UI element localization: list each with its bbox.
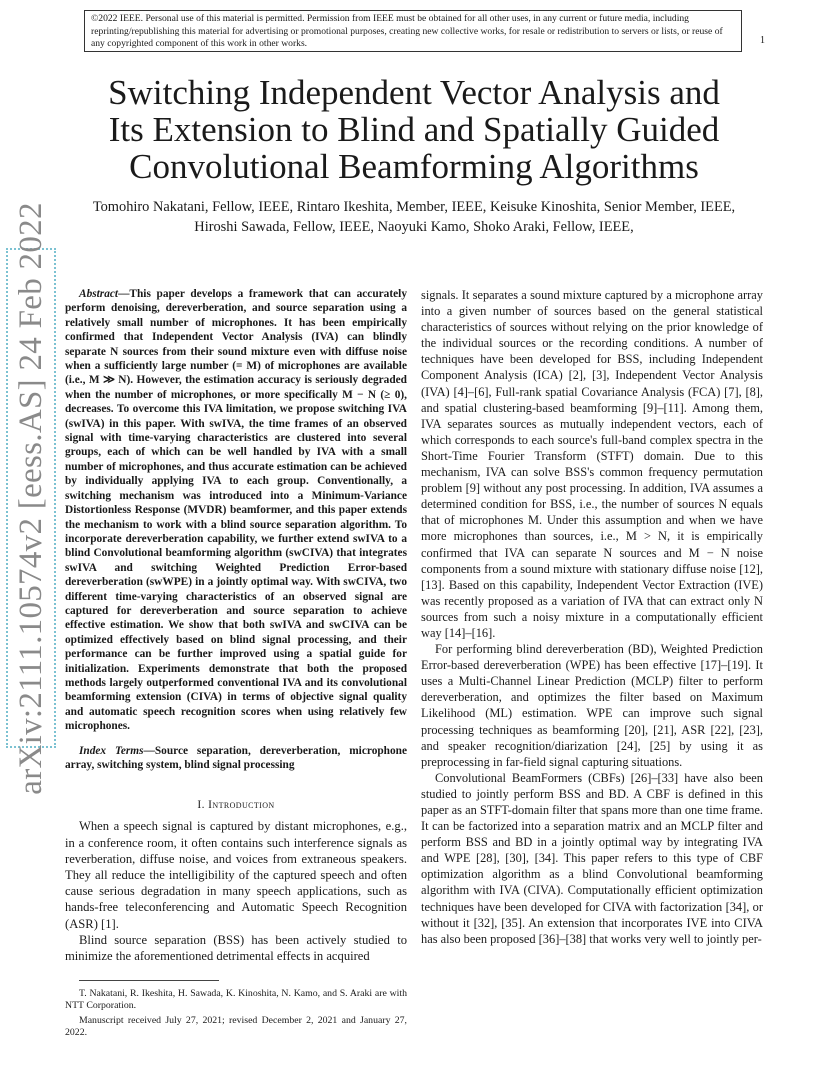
body-paragraph: signals. It separates a sound mixture captured by a microphone array into a given number of sources based on the general statistical characteristics of sources without relying on the prior knowledge of the individual sources or the recording conditions. A number of techniques have been developed for BSS, including Independent Component Analysis (ICA) [2], [3], Independent Vector Analysis (IVA) [4]–[6], Full-rank spatial Covariance Analysis (FCA) [7], [8], and spatial clustering-based beamforming [9]–[11]. Among them, IVA separates sources as mutually independent vectors, each of which corresponds to each source's full-band complex spectra in the Short-Time Fourier Transform (STFT) domain. Due to this mechanism, IVA can solve BSS's common frequency permutation problem [9] without any post processing. In addition, IVA assumes a determined condition for BSS, i.e., the number of sources N equals that of microphones M. Under this assumption and when we have more microphones than sources, i.e., M > N, it is empirically confirmed that IVA can separate N sources and M − N noise components from a sound mixture with stationary diffuse noise [12], [13]. Based on this capability, Independent Vector Extraction (IVE) was recently proposed as a variation of IVA that can extract only N sources from such a noisy mixture in a computationally efficient way [14]–[16].	[421, 288, 763, 640]
abstract-text: —This paper develops a framework that can accurately perform denoising, dereverberation, and source separation using a relatively small number of microphones. It has been empirically confirmed that Independent Vector Analysis (IVA) can blindly separate N sources from their sound mixture even with diffuse noise when a sufficiently large number (= M) of microphones are available (i.e., M ≫ N). However, the estimation accuracy is seriously degraded when the number of microphones, or more specifically M − N (≥ 0), decreases. To overcome this IVA limitation, we propose switching IVA (swIVA) in this paper. With swIVA, the time frames of an observed signal with time-varying characteristics are clustered into several groups, each of which can be well handled by IVA with a small number of microphones, and thus accurate estimation can be achieved by individually applying IVA to each group. Conventionally, a switching mechanism was introduced into a Minimum-Variance Distortionless Response (MVDR) beamformer, and this paper extends the mechanism to work with a blind source separation algorithm. To incorporate dereverberation capability, we further extend swIVA to a blind Convolutional beamforming algorithm (swCIVA) that integrates swIVA and switching Weighted Prediction Error-based dereverberation (swWPE) in a jointly optimal way. With swCIVA, two different time-varying characteristics of an observed signal are captured for dereverberation and source separation to achieve effective estimation. We show that both swIVA and swCIVA can be optimized effectively based on blind signal processing, and their performance can be further improved using a spatial guide for initialization. Experiments demonstrate that both the proposed methods largely outperformed conventional IVA and its convolutional beamforming extension (CIVA) in terms of objective signal quality and automatic speech recognition scores when using relatively few microphones.	[65, 288, 407, 733]
authors-line: Tomohiro Nakatani, Fellow, IEEE, Rintaro Ikeshita, Member, IEEE, Keisuke Kinoshita, Senior Member, IEEE,	[92, 199, 736, 215]
intro-paragraph: When a speech signal is captured by distant microphones, e.g., in a conference room, it often contains such interference signals as reverberation, diffuse noise, and voices from extraneous speakers. They all reduce the intelligibility of the captured speech and often cause serious degradation in many speech applications, such as hands-free teleconferencing and Automatic Speech Recognition (ASR) [1].	[65, 819, 407, 931]
title-line: Its Extension to Blind and Spatially Guided	[108, 110, 720, 149]
right-column	[421, 287, 763, 947]
body-paragraph: For performing blind dereverberation (BD), Weighted Prediction Error-based dereverberation (WPE) has been effective [17]–[19]. It uses a Multi-Channel Linear Prediction (MCLP) filter to perform dereverberation, and optimizes the filter based on Maximum Likelihood (ML) estimation. WPE can improve such signal processing techniques as beamforming [20], [21], ASR [22], [23], and speaker recognition/diarization [24], [25] by using it as preprocessing in far-field signal capturing situations.	[421, 642, 763, 769]
footnote: T. Nakatani, R. Ikeshita, H. Sawada, K. Kinoshita, N. Kamo, and S. Araki are with NTT Corporation.	[65, 988, 407, 1012]
body-paragraph: Convolutional BeamFormers (CBFs) [26]–[33] have also been studied to jointly perform BSS and BD. A CBF is defined in this paper as an STFT-domain filter that spans more than one time frame. It can be factorized into a separation matrix and an MCLP filter and perform BSS and BD in a jointly optimal way by integrating IVA and WPE [28], [30], [34]. This paper refers to this type of CBF optimization algorithm as a blind Convolutional beamforming algorithm with IVA (CIVA). Computationally efficient optimization techniques have been developed for CIVA with factorization [34], or without it [32], [35]. An extension that incorporates IVE into CIVA has also been proposed [36]–[38] that works very well to jointly per-	[421, 770, 763, 946]
arxiv-stamp[interactable]	[6, 201, 56, 795]
arxiv-stamp-text: arXiv:2111.10574v2 [eess.AS] 24 Feb 2022	[12, 201, 49, 795]
index-terms-label: Index Terms	[79, 744, 144, 757]
index-terms	[65, 744, 407, 773]
abstract-label: Abstract	[79, 288, 119, 300]
page-number: 1	[760, 35, 765, 46]
intro-paragraph: Blind source separation (BSS) has been actively studied to minimize the aforementioned detrimental effects in acquired	[65, 932, 407, 964]
authors-line: Hiroshi Sawada, Fellow, IEEE, Naoyuki Kamo, Shoko Araki, Fellow, IEEE,	[194, 219, 634, 235]
title-line: Convolutional Beamforming Algorithms	[129, 147, 699, 186]
index-terms-text: —Source separation, dereverberation, microphone array, switching system, blind signal processing	[65, 744, 407, 771]
copyright-notice: ©2022 IEEE. Personal use of this material is permitted. Permission from IEEE must be obtained for all other uses, in any current or future media, including reprinting/republishing this material for advertising or promotional purposes, creating new collective works, for resale or redistribution to servers or lists, or reuse of any copyrighted component of this work in other works.	[84, 10, 742, 52]
section-heading: I. Introduction	[197, 799, 275, 812]
abstract	[65, 287, 407, 734]
paper-title	[60, 74, 768, 185]
author-list	[60, 197, 768, 237]
title-line: Switching Independent Vector Analysis and	[108, 73, 720, 112]
footnote: Manuscript received July 27, 2021; revised December 2, 2021 and January 27, 2022.	[65, 1014, 407, 1038]
left-column	[65, 287, 407, 1041]
footnote-rule	[79, 980, 219, 981]
